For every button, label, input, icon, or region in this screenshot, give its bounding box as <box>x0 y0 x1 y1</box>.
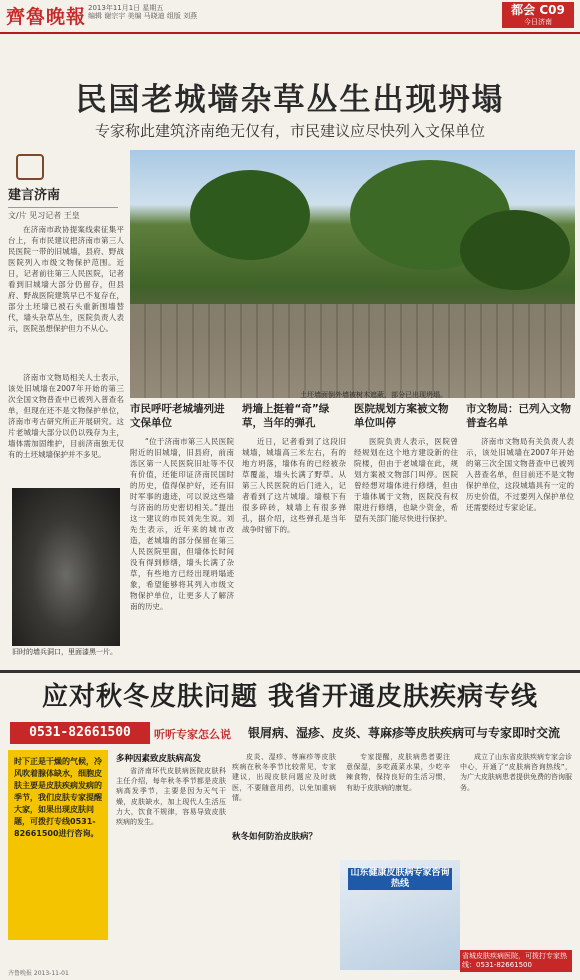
section-text-2: 近日，记者看到了这段旧城墙，城墙高三米左右，有的地方坍落，墙体有的已经被杂草覆盖，墙头长满了野草。从第三人民医院的后门进入，记者看到了这片城墙。墙根下有很多碎砖，城墙上有很多弹孔，据介绍，这些弹孔是当年战争时留下的。 <box>242 437 346 534</box>
section-title-1: 市民呼吁老城墙列进文保单位 <box>130 403 225 429</box>
article-subhead: 专家称此建筑济南绝无仅有，市民建议应尽快列入文保单位 <box>94 122 485 140</box>
ad-col1-title: 多种因素致皮肤病高发 <box>116 754 202 764</box>
tunnel-photo <box>12 488 120 646</box>
lead-paragraph-2: 济南市文物局相关人士表示，该处旧城墙在2007年开始的第三次全国文物普查中已被列入普查名单，但现在还不是文物保护单位，济南市考古研究所正开展研究。这片老城墙大部分以仍以残存为主，墙体需加固维护，目前济南独无仅有的土坯城墙保护并不多见。 <box>8 373 124 459</box>
article-headline: 民国老城墙杂草丛生出现坍塌 <box>75 82 505 118</box>
section-title-4: 市文物局：已列入文物普查名单 <box>466 403 571 429</box>
ad-col3-text: 专家提醒，皮肤病患者要注意保湿，多吃蔬菜水果，少吃辛辣食物，保持良好的生活习惯，有助于皮肤病的康复。 <box>346 753 450 792</box>
section-text-3: 医院负责人表示，医院曾经规划在这个地方建设新的住院楼，但由于老城墙在此，规划方案被文物部门叫停。医院曾经想对墙体进行修缮，但由于墙体属于文物，医院没有权限进行修缮，也缺少资金，希望有关部门能尽快进行保护。 <box>354 437 458 523</box>
section-title: 都会 C09 <box>511 3 565 17</box>
ad-yellow-box: 时下正是干燥的气候，冷风吹着腺体缺水，细胞皮肤主要是皮肤疾病发病的季节，我们皮肤专家提醒大家，如果出现皮肤问题，可拨打专线0531-82661500进行咨询。 <box>8 750 108 940</box>
editor-credits: 编辑 谢宗宇 美编 马晓迪 组版 刘燕 <box>88 12 198 20</box>
section-title-2: 坍墙上挺着“奇”绿草，当年的弹孔 <box>242 403 330 429</box>
ad-subtitle: 银屑病、湿疹、皮炎、荨麻疹等皮肤疾病可与专家即时交流 <box>248 726 561 740</box>
masthead <box>0 0 580 34</box>
ad-col4-text: 成立了山东省皮肤疾病专家会诊中心，开通了“皮肤病咨询热线”，为广大皮肤病患者提供免费的咨询服务。 <box>460 753 572 792</box>
tunnel-photo-caption: 旧时的墙兵洞口，里面漆黑一片。 <box>12 648 117 656</box>
ad-title: 应对秋冬皮肤问题 我省开通皮肤疾病专线 <box>41 682 539 712</box>
ad-col1-text: 省济南环代皮肤病医院皮肤科主任介绍，每年秋冬季节都是皮肤病高发季节，主要是因为天气干燥，皮肤缺水，加上现代人生活压力大，饮食不规律，容易导致皮肤疾病的发生。 <box>116 767 226 827</box>
issue-meta <box>88 4 197 20</box>
photo-caption: 土坯墙面倒外墙被树木遮蔽，部分已出现坍塌。 <box>300 391 447 399</box>
podium-icon <box>16 154 44 180</box>
ad-col2-text: 皮炎、湿疹、荨麻疹等皮肤疾病在秋冬季节比较常见，专家建议，出现皮肤问题应及时就医，不要随意用药，以免加重病情。 <box>232 753 336 802</box>
page-footer: 齐鲁晚报 2013-11-01 <box>8 970 69 977</box>
ad-photo-label: 山东健康皮肤病专家咨询热线 <box>348 868 452 890</box>
section-text-4: 济南市文物局有关负责人表示，该处旧城墙在2007年开始的第三次全国文物普查中已被列入普查名单，但目前还不是文物保护单位，这段城墙具有一定的历史价值，不过要列入保护单位还需要经过专家论证。 <box>466 437 574 512</box>
newspaper-logo: 齊魯晚報 <box>6 6 87 28</box>
section-subtitle: 今日济南 <box>524 18 552 26</box>
ad-phone-label: 听听专家怎么说 <box>154 728 231 741</box>
section-text-1: “位于济南市第三人民医院附近的旧城墙，旧县府，前南泺区第一人民医院旧址等不仅有价值，还能印证济南民国时的历史，值得保护好，还有旧时军事的遗迹，可以说这些墙与济南的历史密切相关。”提出这一建议的市民刘先生说。刘先生表示，近年来的城市改造，老城墙的部分保留在第三人民医院里面，但墙体长时间没有得到修缮，墙头长满了杂草，有些地方已经出现坍塌迹象，希望能够将其列入市级文物保护单位，让更多人了解济南的历史。 <box>130 437 234 611</box>
column-name: 建言济南 <box>8 188 61 203</box>
lead-paragraph: 在济南市政协提案线索征集平台上，有市民建议把济南市第三人民医院一带的旧城墙，县府、野战医院列入市级文物保护范围。近日，记者前往第三人民医院，记者看到旧城墙大部分仍留存，但县府、野战医院建筑早已不复存在，部分土坯墙已被石头重新围墙替代，墙头杂草丛生，医院负责人表示，医院虽想保护但力不从心。 <box>8 225 124 333</box>
ad-doctor-photo <box>340 860 460 970</box>
byline: 文/片 见习记者 王皇 <box>8 211 80 220</box>
ad-col2-title: 秋冬如何防治皮肤病？ <box>232 832 318 842</box>
city-wall-photo <box>130 150 575 398</box>
section-title-3: 医院规划方案被文物单位叫停 <box>354 403 449 429</box>
issue-date: 2013年11月1日 星期五 <box>88 4 164 12</box>
ad-hotline-bar: 省城皮肤疾病医院，可拨打专家热线：0531-82661500 <box>460 950 572 972</box>
column-tag <box>8 150 118 208</box>
section-badge <box>502 2 574 28</box>
ad-phone: 0531-82661500 <box>10 722 150 744</box>
